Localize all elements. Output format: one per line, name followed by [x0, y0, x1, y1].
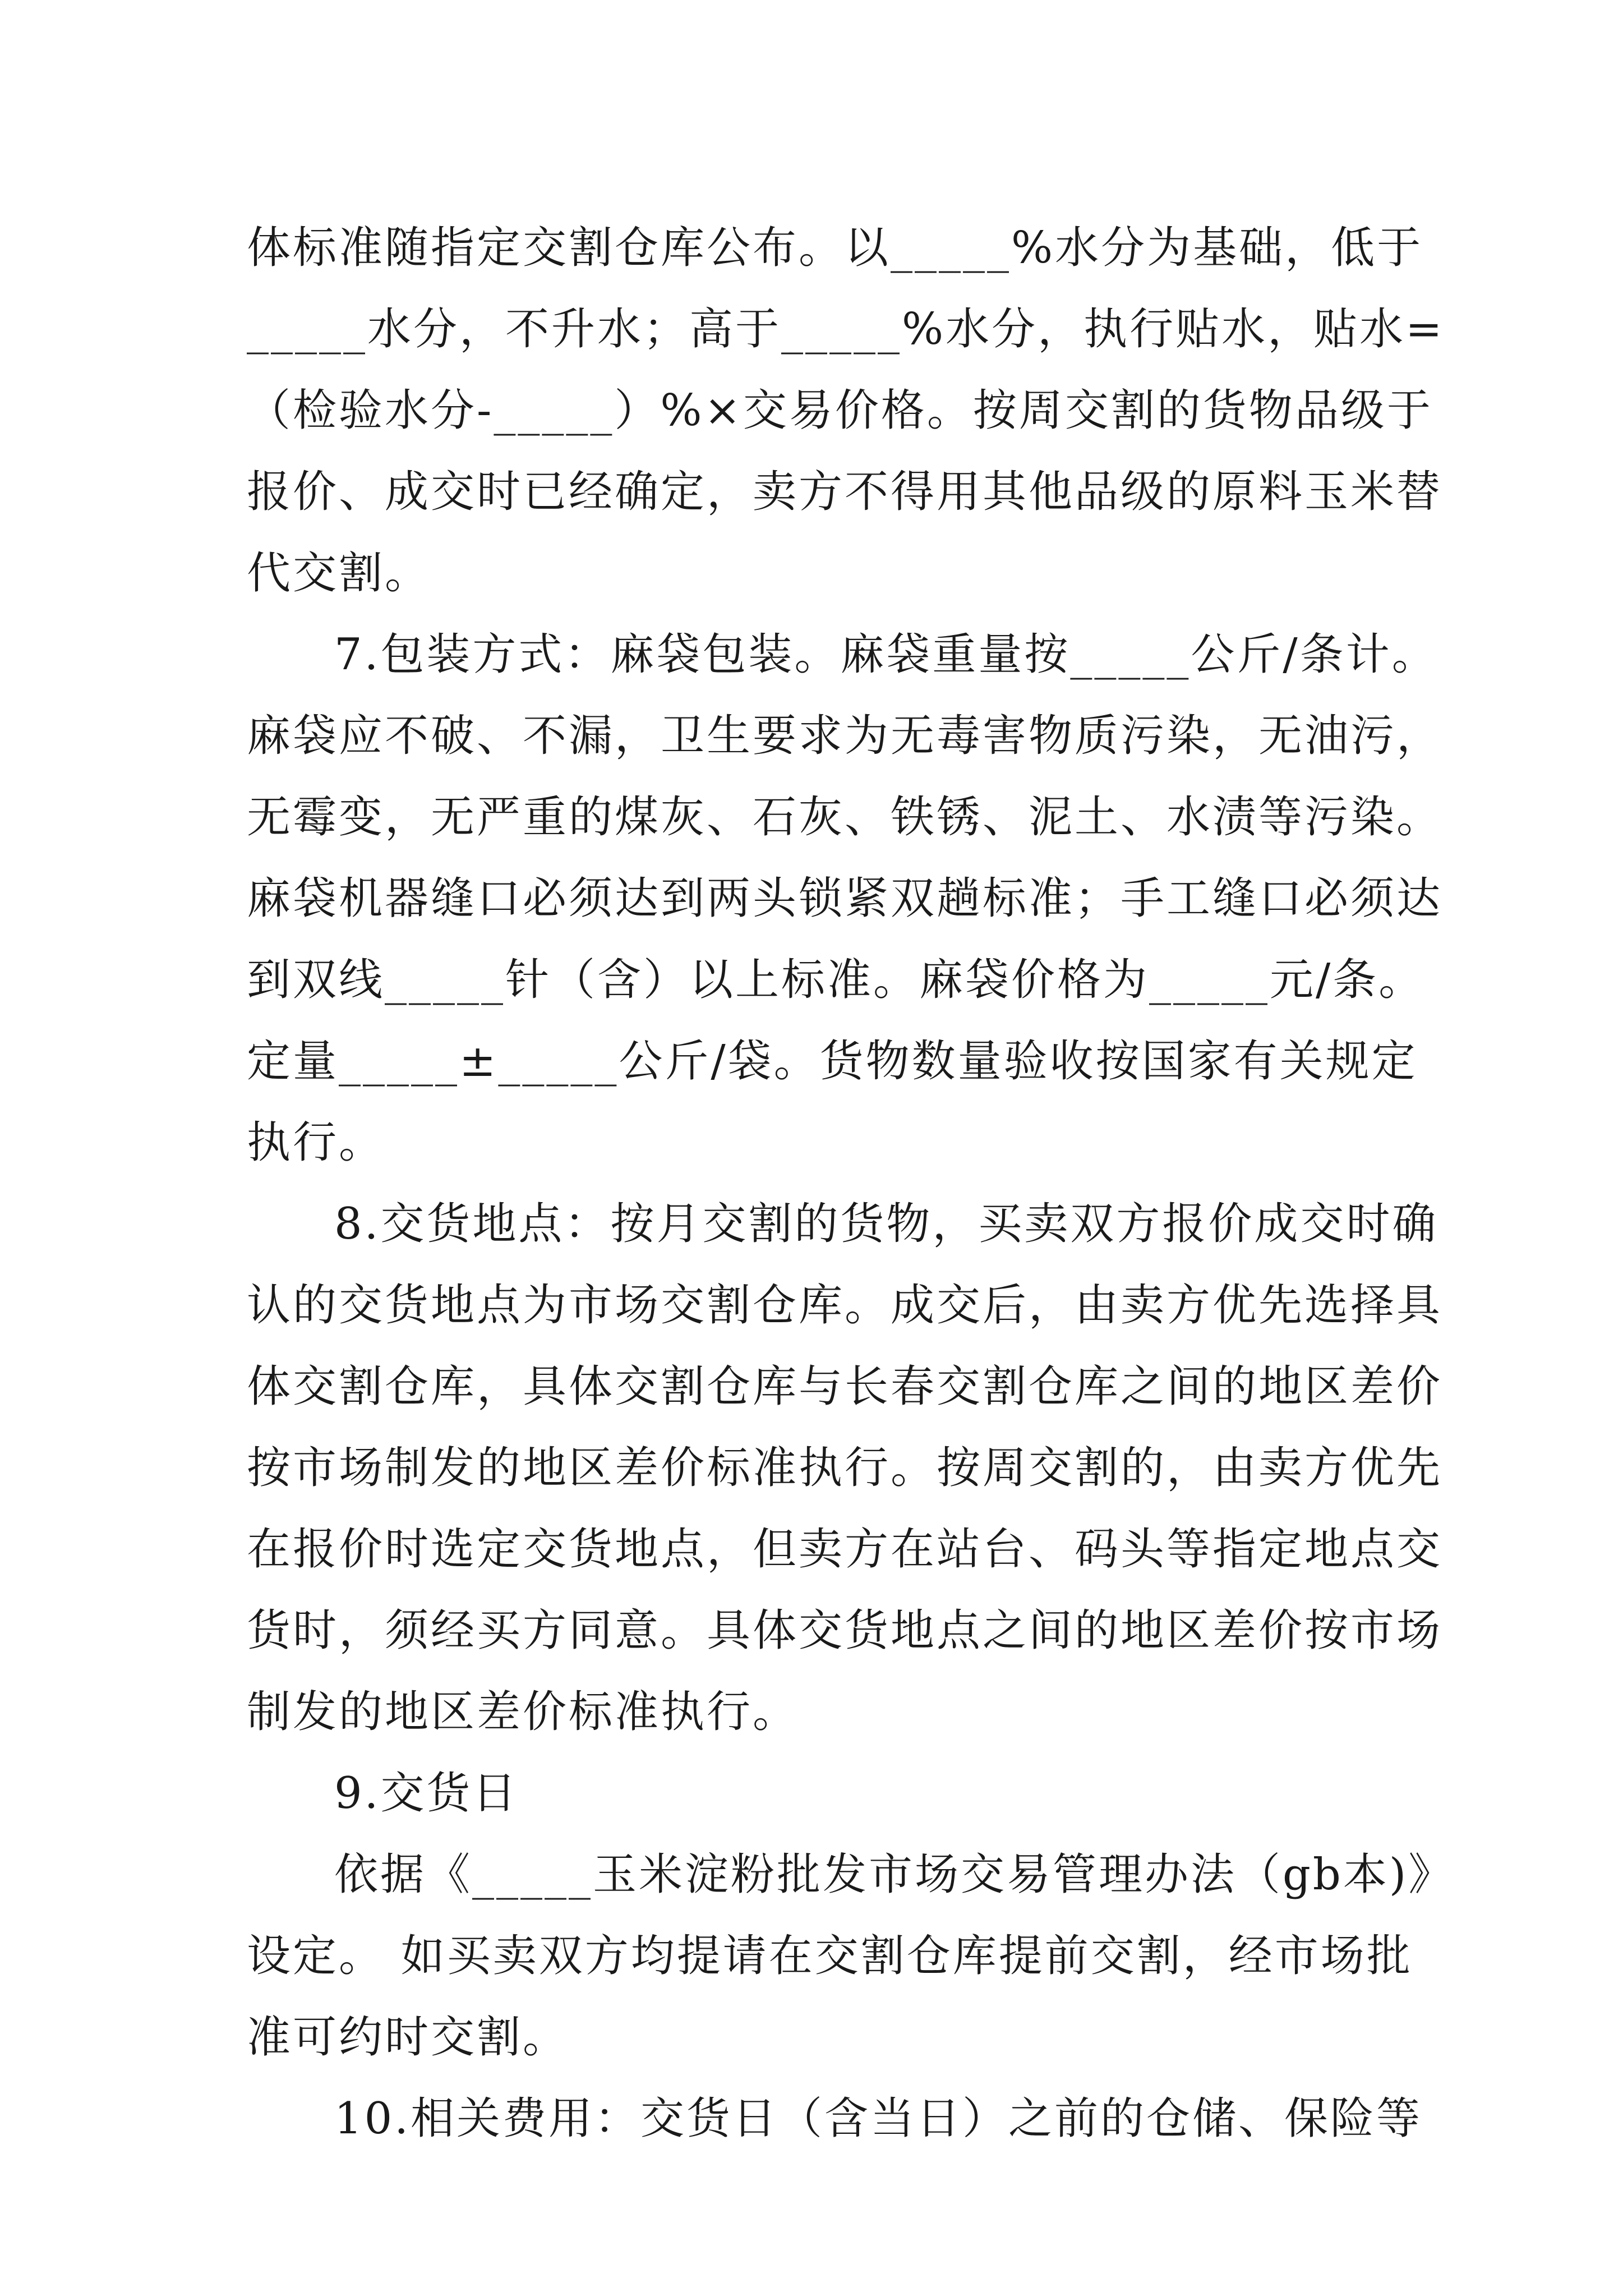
text-line: 报价、成交时已经确定，卖方不得用其他品级的原料玉米替: [247, 467, 1443, 517]
text-line: 体交割仓库，具体交割仓库与长春交割仓库之间的地区差价: [247, 1361, 1443, 1412]
text-line: 货时，须经买方同意。具体交货地点之间的地区差价按市场: [247, 1605, 1443, 1656]
text-line: （检验水分-_____）%×交易价格。按周交割的货物品级于: [247, 385, 1433, 436]
paragraph-related-fees: [247, 2078, 1423, 2160]
text-line: 代交割。: [247, 548, 431, 599]
text-line: 无霉变，无严重的煤灰、石灰、铁锈、泥土、水渍等污染。: [247, 792, 1443, 843]
text-line: 设定。 如买卖双方均提请在交割仓库提前交割，经市场批: [247, 1931, 1413, 1981]
text-line: 到双线_____针（含）以上标准。麻袋价格为_____元/条。: [247, 955, 1425, 1005]
text-line: 8.交货地点：按月交割的货物，买卖双方报价成交时确: [334, 1199, 1438, 1249]
paragraph-delivery-location: [247, 1184, 1443, 1753]
paragraph-delivery-date: [247, 1834, 1455, 2078]
text-line: 依据《_____玉米淀粉批发市场交易管理办法（gb本)》: [334, 1849, 1455, 1900]
text-line: 7.包装方式：麻袋包装。麻袋重量按_____公斤/条计。: [334, 629, 1438, 680]
text-line: 体标准随指定交割仓库公布。以_____%水分为基础，低于: [247, 223, 1423, 273]
text-line: 按市场制发的地区差价标准执行。按周交割的，由卖方优先: [247, 1443, 1443, 1493]
text-line: 麻袋机器缝口必须达到两头锁紧双趟标准；手工缝口必须达: [247, 873, 1443, 924]
text-line: 准可约时交割。: [247, 2012, 569, 2063]
paragraph-quality-standard: [247, 208, 1445, 614]
text-line: 认的交货地点为市场交割仓库。成交后，由卖方优先选择具: [247, 1280, 1443, 1331]
paragraph-packaging: [247, 614, 1443, 1184]
text-line: 执行。: [247, 1117, 385, 1168]
text-line: 9.交货日: [334, 1768, 519, 1819]
text-line: 制发的地区差价标准执行。: [247, 1687, 799, 1737]
document-page: [247, 208, 1455, 2160]
text-line: 麻袋应不破、不漏，卫生要求为无毒害物质污染，无油污，: [247, 711, 1443, 761]
text-line: 在报价时选定交货地点，但卖方在站台、码头等指定地点交: [247, 1524, 1443, 1575]
text-line: _____水分，不升水；高于_____%水分，执行贴水，贴水=: [247, 304, 1445, 355]
paragraph-delivery-date-heading: [247, 1753, 1385, 1834]
text-line: 10.相关费用：交货日（含当日）之前的仓储、保险等: [334, 2093, 1423, 2144]
text-line: 定量_____±_____公斤/袋。货物数量验收按国家有关规定: [247, 1036, 1418, 1087]
